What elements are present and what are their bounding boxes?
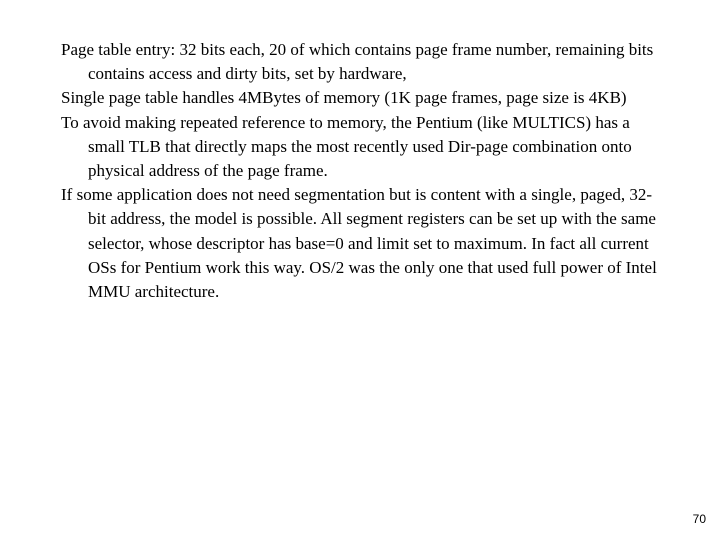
page-number: 70: [692, 512, 706, 526]
paragraph-page-table-entry: Page table entry: 32 bits each, 20 of which contains page frame number, remaining bits contains access and dirty bits, set by hardware,: [61, 40, 654, 84]
paragraph-tlb: To avoid making repeated reference to memory, the Pentium (like MULTICS) has a small TLB that directly maps the most recently used Dir-page combination onto physical address of the page frame.: [61, 112, 632, 181]
slide-body: [61, 38, 665, 304]
paragraph-single-page-table: Single page table handles 4MBytes of memory (1K page frames, page size is 4KB): [61, 88, 627, 108]
paragraph-no-segmentation: If some application does not need segmentation but is content with a single, paged, 32-bit address, the model is possible. All segment registers can be set up with the same selector, whose descriptor has base=0 and limit set to maximum. In fact all current OSs for Pentium work this way. OS/2 was the only one that used full power of Intel MMU architecture.: [61, 185, 657, 302]
